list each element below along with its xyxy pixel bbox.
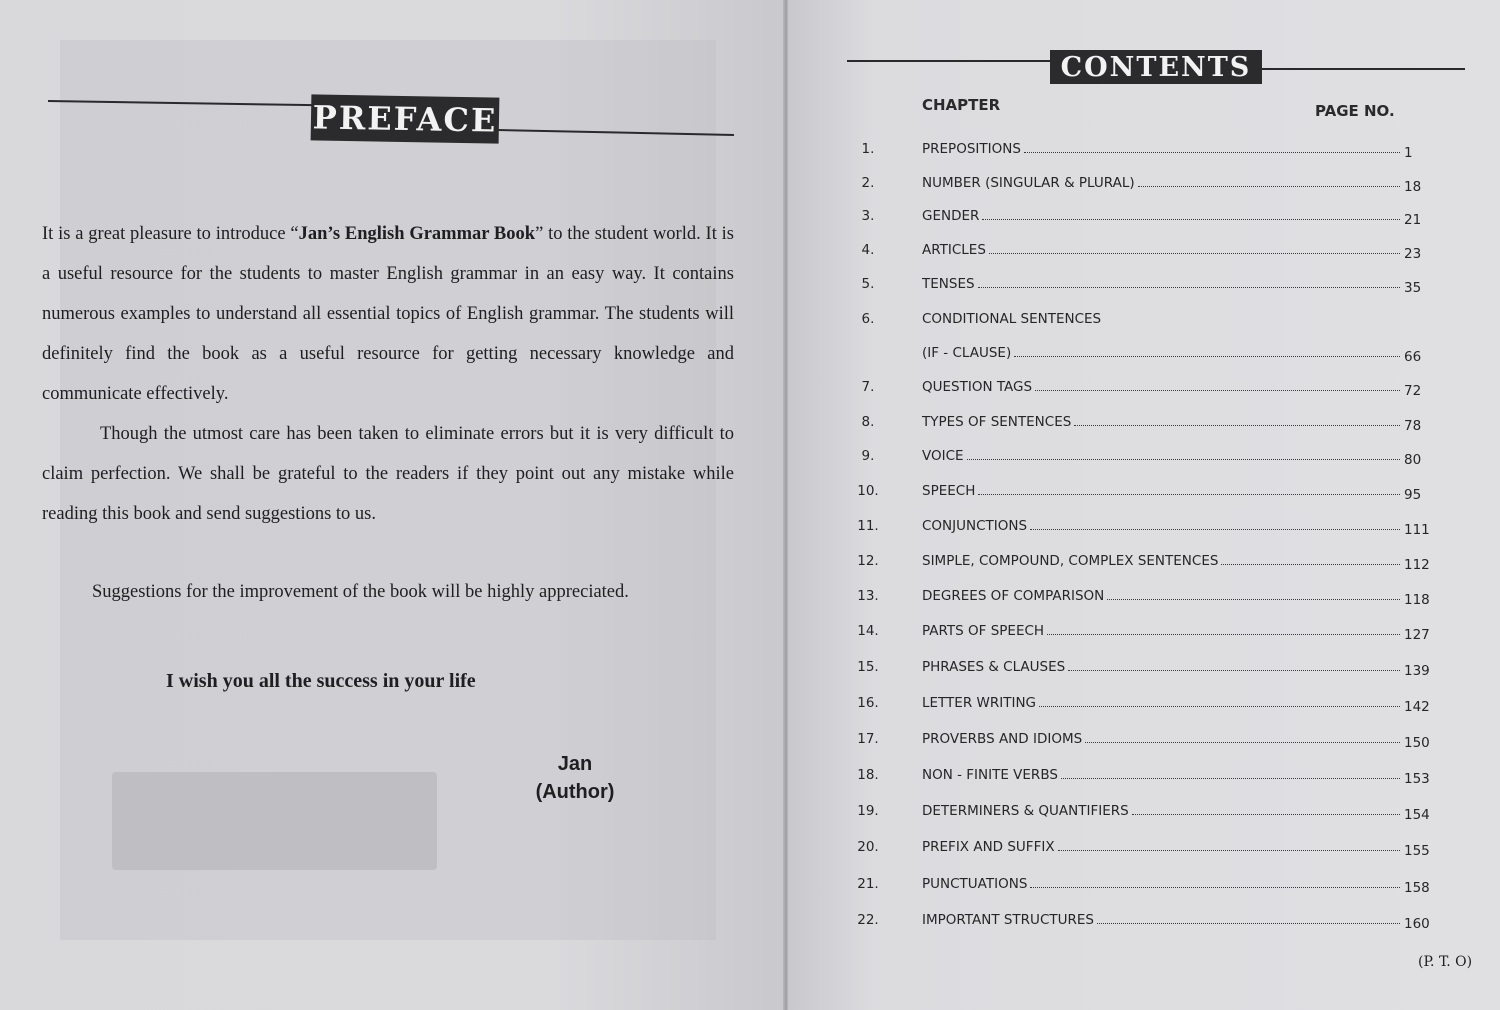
dot-leader [1097,922,1400,924]
chapter-page-number: 95 [1404,487,1422,503]
chapter-page-number: 23 [1404,246,1422,262]
chapter-page-number: 150 [1404,735,1430,751]
contents-row [850,345,1450,367]
chapter-number: 10. [857,483,879,499]
chapter-number: 5. [861,276,875,292]
chapter-number: 6. [861,311,875,327]
author-name: Jan [557,753,593,775]
chapter-title: IMPORTANT STRUCTURES [922,912,1094,928]
chapter-number: 2. [861,175,875,191]
chapter-leader-line [922,588,1402,604]
contents-heading: CONTENTS [1050,50,1262,84]
dot-leader [1132,813,1400,815]
chapter-leader-line [922,276,1402,292]
chapter-leader-line [922,876,1402,892]
chapter-leader-line [922,483,1402,499]
chapter-number: 11. [857,518,879,534]
book-title: Jan’s English Grammar Book [298,224,536,244]
chapter-number: 20. [857,839,879,855]
chapter-title: CONDITIONAL SENTENCES [922,311,1102,327]
contents-rule-right [1260,68,1465,70]
chapter-page-number: 66 [1404,349,1422,365]
chapter-page-number: 111 [1404,522,1430,538]
preface-paragraph-1-end: ” to the student world. It is a useful resource for the students to master English grammar in an easy way. It contains numerous examples to understand all essential topics of English grammar. The students will definitely find the book as a useful resource for getting necessary knowledge and communicate effectively. [42,224,734,404]
chapter-leader-line [922,839,1402,855]
contents-row [850,803,1450,825]
dot-leader [1058,849,1400,851]
chapter-leader-line [922,803,1402,819]
contents-row [850,208,1450,230]
contents-row [850,276,1450,298]
chapter-title: NON - FINITE VERBS [922,767,1058,783]
contents-row [850,912,1450,934]
chapter-leader-line [922,623,1402,639]
chapter-number: 17. [857,731,879,747]
chapter-page-number: 18 [1404,179,1422,195]
chapter-title: VOICE [922,448,964,464]
chapter-page-number: 118 [1404,592,1430,608]
chapter-title: NUMBER (SINGULAR & PLURAL) [922,175,1135,191]
author-role: (Author) [535,781,615,803]
dot-leader [1030,886,1400,888]
chapter-leader-line [922,553,1402,569]
contents-row [850,839,1450,861]
chapter-title: PHRASES & CLAUSES [922,659,1066,675]
chapter-title: CONJUNCTIONS [922,518,1028,534]
contents-row [850,242,1450,264]
contents-row [850,175,1450,197]
dot-leader [989,252,1400,254]
chapter-page-number: 154 [1404,807,1430,823]
preface-body [42,214,734,534]
dot-leader [1030,528,1400,530]
chapter-number: 22. [857,912,879,928]
dot-leader [1074,424,1400,426]
dot-leader [1024,151,1400,153]
contents-row [850,553,1450,575]
chapter-title: QUESTION TAGS [922,379,1033,395]
chapter-title: TYPES OF SENTENCES [922,414,1072,430]
preface-heading: PREFACE [311,94,500,143]
preface-suggestion: Suggestions for the improvement of the book will be highly appreciated. [92,582,629,602]
chapter-number: 19. [857,803,879,819]
chapter-number: 21. [857,876,879,892]
chapter-page-number: 35 [1404,280,1422,296]
dot-leader [1035,389,1400,391]
chapter-title: DEGREES OF COMPARISON [922,588,1105,604]
chapter-leader-line [922,242,1402,258]
page-column-header: PAGE NO. [1315,102,1395,120]
chapter-leader-line [922,175,1402,191]
contents-row [850,414,1450,436]
chapter-title: LETTER WRITING [922,695,1037,711]
chapter-page-number: 72 [1404,383,1422,399]
chapter-leader-line [922,379,1402,395]
chapter-title: SIMPLE, COMPOUND, COMPLEX SENTENCES [922,553,1219,569]
dot-leader [1085,741,1400,743]
chapter-leader-line [922,912,1402,928]
chapter-number: 7. [861,379,875,395]
contents-row [850,731,1450,753]
chapter-number: 3. [861,208,875,224]
preface-paragraph-2: Though the utmost care has been taken to eliminate errors but it is very difficult to claim perfection. We shall be grateful to the readers if they point out any mistake while reading this book and send suggestions to us. [42,424,734,524]
chapter-number: 18. [857,767,879,783]
dot-leader [1039,705,1400,707]
contents-row [850,141,1450,163]
chapter-number: 16. [857,695,879,711]
chapter-page-number: 160 [1404,916,1430,932]
preface-paragraph-1-start: It is a great pleasure to introduce “ [42,224,299,244]
contents-row [850,767,1450,789]
chapter-page-number: 112 [1404,557,1430,573]
chapter-leader-line [922,141,1402,157]
chapter-title: (IF - CLAUSE) [922,345,1012,361]
chapter-leader-line [922,345,1402,361]
chapter-leader-line [922,695,1402,711]
chapter-page-number: 78 [1404,418,1422,434]
dot-leader [1107,598,1400,600]
dot-leader [982,218,1400,220]
preface-paragraph-1 [42,214,734,414]
chapter-title: ARTICLES [922,242,986,258]
chapter-number: 15. [857,659,879,675]
dot-leader [1014,355,1400,357]
contents-row [850,518,1450,540]
chapter-page-number: 80 [1404,452,1422,468]
dot-leader [1061,777,1400,779]
dot-leader [1221,563,1400,565]
chapter-number: 12. [857,553,879,569]
chapter-title: SPEECH [922,483,976,499]
chapter-number: 4. [861,242,875,258]
chapter-page-number: 21 [1404,212,1422,228]
chapter-page-number: 142 [1404,699,1430,715]
chapter-page-number: 155 [1404,843,1430,859]
contents-row [850,695,1450,717]
preface-wish: I wish you all the success in your life [166,670,476,692]
chapter-number: 8. [861,414,875,430]
dot-leader [1068,669,1400,671]
dot-leader [1138,185,1400,187]
chapter-title: PREFIX AND SUFFIX [922,839,1055,855]
chapter-page-number: 127 [1404,627,1430,643]
chapter-number: 9. [861,448,875,464]
contents-row [850,659,1450,681]
chapter-leader-line [922,448,1402,464]
contents-row [850,379,1450,401]
contents-row [850,623,1450,645]
chapter-column-header: CHAPTER [922,96,1001,114]
chapter-title: DETERMINERS & QUANTIFIERS [922,803,1129,819]
chapter-title: PUNCTUATIONS [922,876,1028,892]
chapter-leader-line [922,767,1402,783]
chapter-title: PROVERBS AND IDIOMS [922,731,1083,747]
chapter-title: PREPOSITIONS [922,141,1021,157]
chapter-title: GENDER [922,208,980,224]
author-signature [500,750,650,806]
chapter-title: TENSES [922,276,975,292]
chapter-leader-line [922,731,1402,747]
contents-row [850,448,1450,470]
chapter-page-number: 153 [1404,771,1430,787]
contents-row [850,311,1450,333]
dot-leader [978,286,1400,288]
chapter-number: 1. [861,141,875,157]
contents-rule-left [847,60,1053,62]
chapter-number: 14. [857,623,879,639]
contents-row [850,483,1450,505]
chapter-number: 13. [857,588,879,604]
chapter-page-number: 1 [1404,145,1413,161]
chapter-leader-line [922,208,1402,224]
dot-leader [978,493,1400,495]
chapter-page-number: 158 [1404,880,1430,896]
contents-row [850,588,1450,610]
chapter-leader-line [922,518,1402,534]
please-turn-over: (P. T. O) [1418,954,1473,970]
dot-leader [1047,633,1400,635]
chapter-leader-line [922,414,1402,430]
contents-row [850,876,1450,898]
chapter-page-number: 139 [1404,663,1430,679]
show-through-badge [112,772,437,870]
chapter-title: PARTS OF SPEECH [922,623,1045,639]
chapter-leader-line [922,659,1402,675]
dot-leader [967,458,1400,460]
